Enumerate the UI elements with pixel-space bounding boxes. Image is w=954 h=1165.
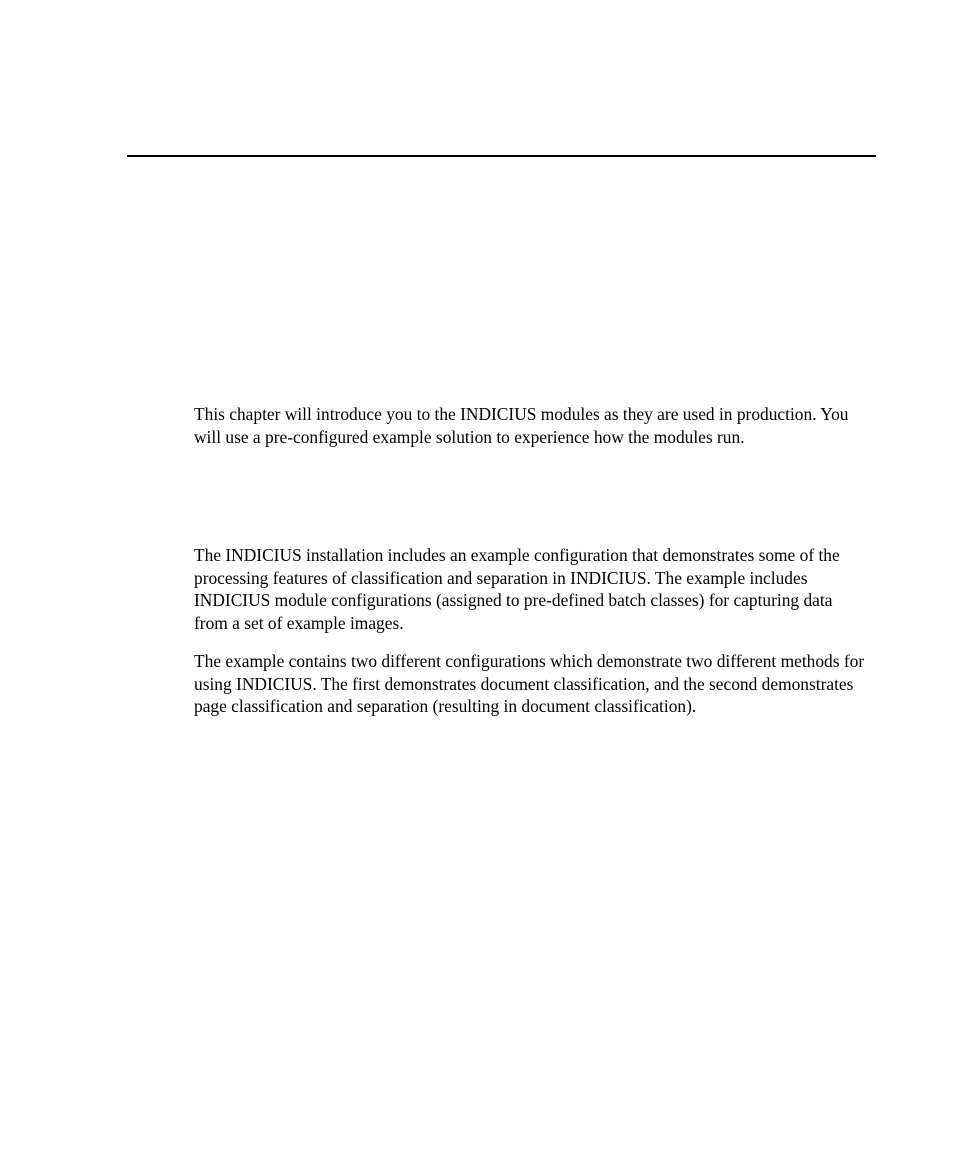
intro-paragraph: This chapter will introduce you to the INDICIUS modules as they are used in production. You will use a pre-configured example solution to experience how the modules run. [194,404,849,447]
configurations-paragraph: The example contains two different configurations which demonstrate two different methods for using INDICIUS. The first demonstrates document classification, and the second demonstrates page classification and separation (resulting in document classification). [194,651,865,717]
header-rule [127,155,876,157]
example-config-paragraph: The INDICIUS installation includes an example configuration that demonstrates some of the processing features of classification and separation in INDICIUS. The example includes INDICIUS module configurations (assigned to pre-defined batch classes) for capturing data from a set of example images. [194,545,840,633]
